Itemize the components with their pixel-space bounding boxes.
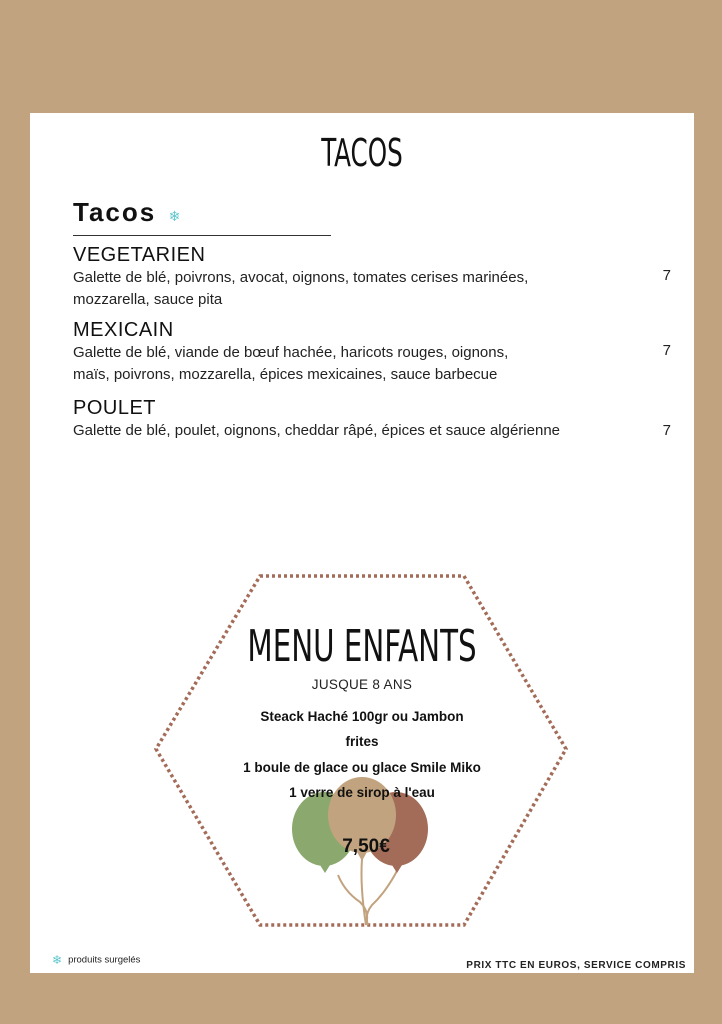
item-description	[73, 342, 583, 386]
footer-note: PRIX TTC EN EUROS, SERVICE COMPRIS	[466, 960, 686, 971]
kids-menu-line: frites	[345, 734, 379, 749]
item-description	[73, 267, 583, 311]
menu-item-mexicain	[73, 318, 671, 386]
item-price: 7	[662, 267, 671, 284]
item-price: 7	[662, 422, 671, 439]
item-price: 7	[662, 342, 671, 359]
kids-menu-title: MENU ENFANTS	[247, 621, 477, 672]
snowflake-icon: ❄	[168, 208, 181, 225]
item-description-line: maïs, poivrons, mozzarella, épices mexicaines, sauce barbecue	[73, 366, 498, 383]
menu-item-poulet	[73, 396, 671, 442]
item-name: MEXICAIN	[73, 319, 174, 341]
page-title: TACOS	[321, 131, 403, 175]
item-description-line: Galette de blé, poulet, oignons, cheddar râpé, épices et sauce algérienne	[73, 422, 561, 439]
section-title: Tacos	[73, 197, 157, 227]
kids-menu-line: 1 boule de glace ou glace Smile Miko	[243, 760, 481, 775]
kids-menu-price: 7,50€	[342, 836, 390, 857]
legend-label: produits surgelés	[68, 954, 141, 966]
item-description-line: Galette de blé, viande de bœuf hachée, haricots rouges, oignons,	[73, 344, 509, 361]
legend	[52, 953, 140, 967]
kids-menu-subtitle: JUSQUE 8 ANS	[311, 677, 413, 692]
section-header	[73, 197, 331, 236]
item-description-line: mozzarella, sauce pita	[73, 291, 223, 308]
kids-menu	[154, 573, 570, 929]
item-name: VEGETARIEN	[73, 244, 206, 266]
item-name: POULET	[73, 397, 157, 419]
kids-menu-line: Steack Haché 100gr ou Jambon	[260, 709, 464, 724]
item-description-line: Galette de blé, poivrons, avocat, oignons, tomates cerises marinées,	[73, 269, 529, 286]
menu-item-vegetarien	[73, 243, 671, 311]
kids-menu-line: 1 verre de sirop à l'eau	[289, 785, 435, 800]
menu-sheet	[30, 113, 694, 973]
item-description	[73, 420, 653, 442]
snowflake-icon: ❄	[52, 953, 63, 967]
